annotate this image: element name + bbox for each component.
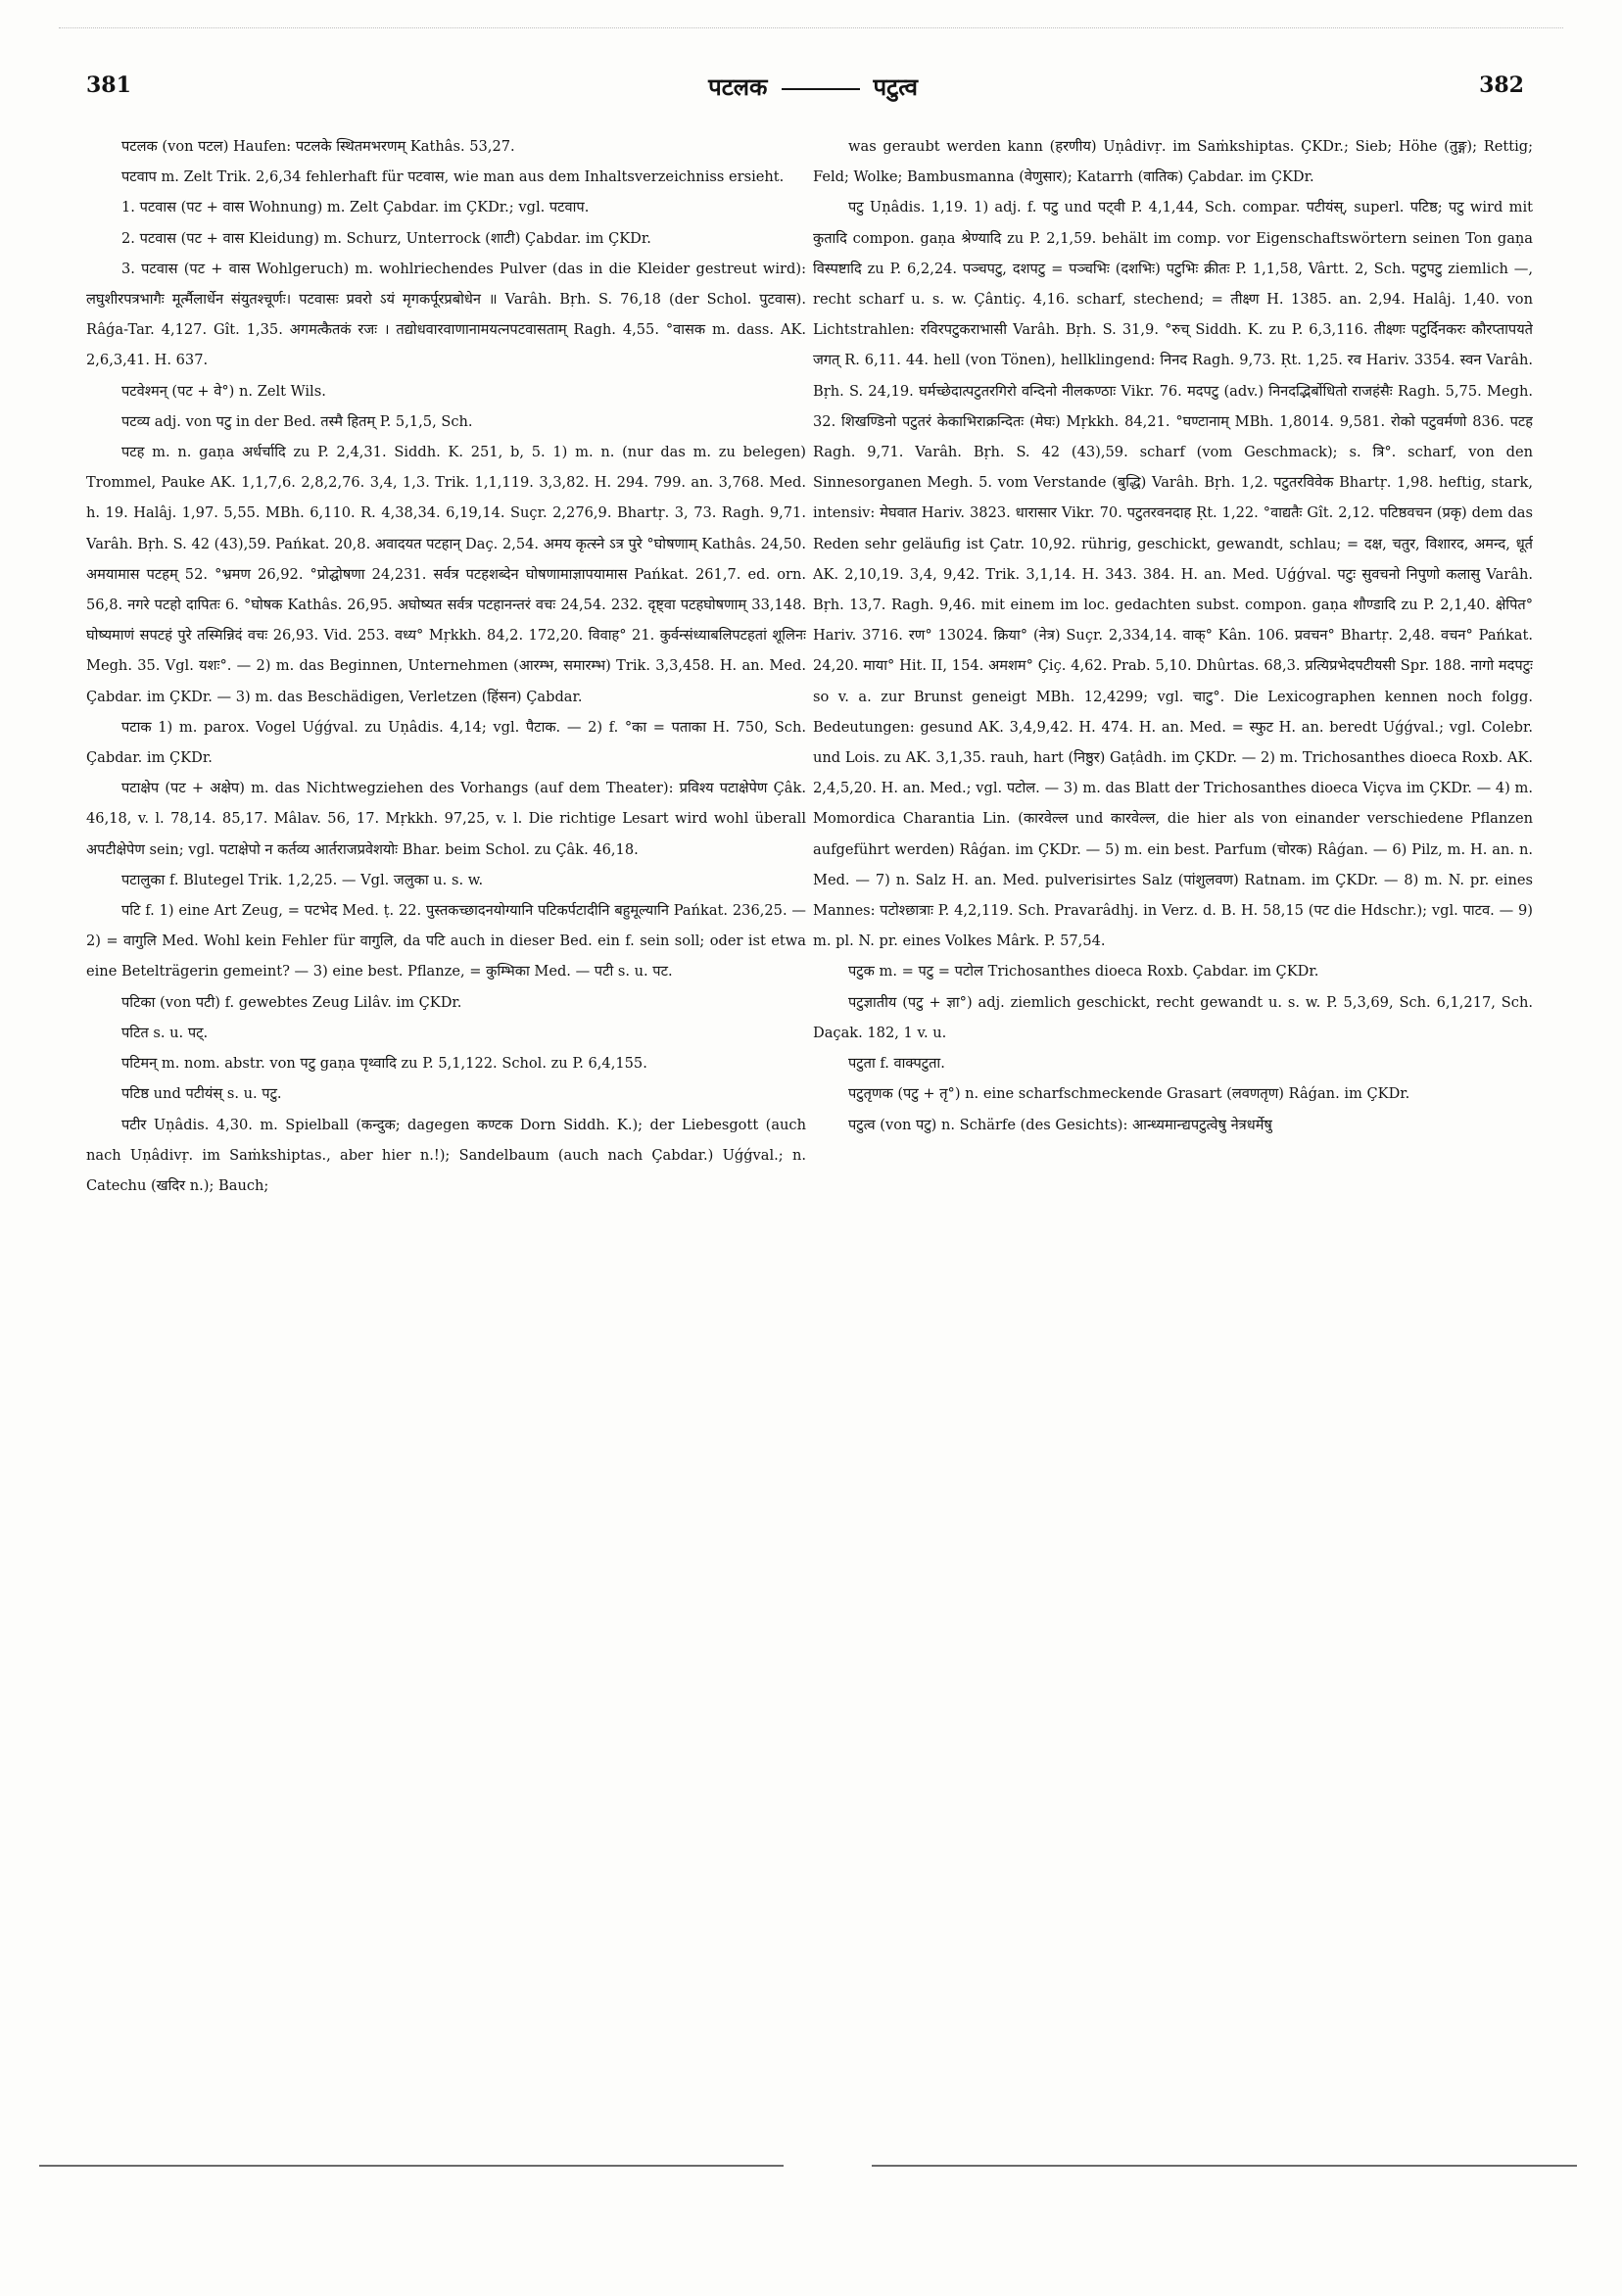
running-head bbox=[588, 71, 1038, 103]
dictionary-entry: पटीर Uṇâdis. 4,30. m. Spielball (कन्दुक; dagegen कण्टक Dorn Siddh. K.); der Liebesgott (auch nach Uṇâdivṛ. im Saṁkshiptas., aber hier n.!); Sandelbaum (auch nach Çabdar.) Uǵǵval.; n. Catechu (खदिर n.); Bauch; bbox=[86, 1116, 806, 1194]
dictionary-entry: पटालुका f. Blutegel Trik. 1,2,25. — Vgl. जलुका u. s. w. bbox=[121, 871, 484, 888]
dictionary-entry: पटिमन् m. nom. abstr. von पटु gaṇa पृथ्वादि zu P. 5,1,122. Schol. zu P. 6,4,155. bbox=[121, 1055, 647, 1073]
dictionary-entry: पटित s. u. पट्. bbox=[121, 1024, 209, 1041]
bottom-rule-right bbox=[872, 2165, 1577, 2167]
dictionary-entry: पटाक्षेप (पट + अक्षेप) m. das Nichtwegziehen des Vorhangs (auf dem Theater): प्रविश्य पटाक्षेपेण Çâk. 46,18, v. l. 78,14. 85,17. Mâlav. 56, 17. Mṛkkh. 97,25, v. l. Die richtige Lesart wird wohl überall अपटीक्षेपेण sein; vgl. पटाक्षेपो न कर्तव्य आर्तराजप्रवेशयोः Bhar. beim Schol. zu Çâk. 46,18. bbox=[86, 780, 806, 858]
dictionary-entry: पटवेश्मन् (पट + वे°) n. Zelt Wils. bbox=[121, 382, 326, 400]
running-head-dash bbox=[782, 88, 860, 90]
dictionary-entry: पटुक m. = पटु = पटोल Trichosanthes dioeca Roxb. Çabdar. im ÇKDr. bbox=[848, 963, 1319, 981]
page-number-left: 381 bbox=[86, 72, 131, 98]
dictionary-entry: पटुता f. वाक्पटुता. bbox=[848, 1055, 945, 1073]
dictionary-entry: पटुतृणक (पटु + तृ°) n. eine scharfschmeckende Grasart (लवणतृण) Râǵan. im ÇKDr. bbox=[848, 1085, 1410, 1103]
dictionary-entry: पटाक 1) m. parox. Vogel Uǵǵval. zu Uṇâdis. 4,14; vgl. पैटाक. — 2) f. °का = पताका H. 750, Sch. Çabdar. im ÇKDr. bbox=[86, 718, 806, 767]
running-head-end: पटुत्व bbox=[873, 72, 918, 101]
dictionary-entry: 3. पटवास (पट + वास Wohlgeruch) m. wohlriechendes Pulver (das in die Kleider gestreut wird): लघुशीरपत्रभागैः मूर्त्मैलार्धेन संयुतश्चूर्णः। पटवासः प्रवरो ऽयं मृगकर्पूरप्रबोधेन ॥ Varâh. Bṛh. S. 76,18 (der Schol. पुटवास). Râǵa-Tar. 4,127. Gît. 1,35. अगमत्कैतकं रजः । तद्योधवारवाणानामयत्नपटवासताम् Ragh. 4,55. °वासक m. dass. AK. 2,6,3,41. H. 637. bbox=[86, 260, 806, 369]
dictionary-entry: पटुज्ञातीय (पटु + ज्ञा°) adj. ziemlich geschickt, recht gewandt u. s. w. P. 5,3,69, Sch. 6,1,217, Sch. Daçak. 182, 1 v. u. bbox=[813, 993, 1533, 1041]
dictionary-entry: पटवाप m. Zelt Trik. 2,6,34 fehlerhaft für पटवास, wie man aus dem Inhaltsverzeichniss ersieht. bbox=[121, 168, 785, 186]
dictionary-entry: was geraubt werden kann (हरणीय) Uṇâdivṛ. im Saṁkshiptas. ÇKDr.; Sieb; Höhe (तुङ्ग); Rettig; Feld; Wolke; Bambusmanna (वेणुसार); Katarrh (वातिक) Çabdar. im ÇKDr. bbox=[813, 138, 1533, 186]
dictionary-entry: पटह m. n. gaṇa अर्धर्चादि zu P. 2,4,31. Siddh. K. 251, b, 5. 1) m. n. (nur das m. zu belegen) Trommel, Pauke AK. 1,1,7,6. 2,8,2,76. 3,4, 1,3. Trik. 1,1,119. 3,3,82. H. 294. 799. an. 3,768. Med. h. 19. Halâj. 1,97. 5,55. MBh. 6,110. R. 4,38,34. 6,19,14. Suçr. 2,276,9. Bhartṛ. 3, 73. Ragh. 9,71. Varâh. Bṛh. S. 42 (43),59. Pańkat. 20,8. अवादयत पटहान् Daç. 2,54. अमय कृत्स्ने ऽत्र पुरे °घोषणाम् Kathâs. 24,50. अमयामास पटहम् 52. °भ्रमण 26,92. °प्रोद्घोषणा 24,231. सर्वत्र पटहशब्देन घोषणामाज्ञापयामास Pańkat. 261,7. ed. orn. 56,8. नगरे पटहो दापितः 6. °घोषक Kathâs. 26,95. अघोष्यत सर्वत्र पटहानन्तरं वचः 24,54. 232. दृष्ट्वा पटहघोषणाम् 33,148. घोष्यमाणं सपटहं पुरे तस्मिन्निदं वचः 26,93. Vid. 253. वध्य° Mṛkkh. 84,2. 172,20. विवाह° 21. कुर्वन्संध्याबलिपटहतां शूलिनः Megh. 35. Vgl. यशः°. — 2) m. das Beginnen, Unternehmen (आरम्भ, समारम्भ) Trik. 3,3,458. H. an. Med. Çabdar. im ÇKDr. — 3) m. das Beschädigen, Verletzen (हिंसन) Çabdar. bbox=[86, 444, 806, 705]
dictionary-entry: पटिष्ठ und पटीयंस् s. u. पटु. bbox=[121, 1085, 282, 1103]
bottom-rule-left bbox=[39, 2165, 784, 2167]
page-number-right: 382 bbox=[1479, 72, 1524, 98]
dictionary-entry: 1. पटवास (पट + वास Wohnung) m. Zelt Çabdar. im ÇKDr.; vgl. पटवाप. bbox=[121, 199, 590, 216]
top-edge-rule bbox=[59, 27, 1563, 30]
dictionary-entry: 2. पटवास (पट + वास Kleidung) m. Schurz, Unterrock (शाटी) Çabdar. im ÇKDr. bbox=[121, 229, 651, 247]
right-column bbox=[813, 131, 1533, 1973]
dictionary-entry: पटि f. 1) eine Art Zeug, = पटभेद Med. ṭ. 22. पुस्तकच्छादनयोग्यानि पटिकर्पटादीनि बहुमूल्यानि Pańkat. 236,25. — 2) = वागुलि Med. Wohl kein Fehler für वागुलि, da पटि auch in dieser Bed. ein f. sein soll; oder ist etwa eine Betelträgerin gemeint? — 3) eine best. Pflanze, = कुम्भिका Med. — पटी s. u. पट. bbox=[86, 902, 806, 981]
dictionary-entry: पटिका (von पटी) f. gewebtes Zeug Lilâv. im ÇKDr. bbox=[121, 993, 462, 1011]
running-head-start: पटलक bbox=[708, 72, 768, 101]
left-column bbox=[86, 131, 806, 1973]
dictionary-entry: पटुत्व (von पटु) n. Schärfe (des Gesichts): आन्ध्यमान्द्यपटुत्वेषु नेत्रधर्मेषु bbox=[848, 1116, 1272, 1133]
dictionary-entry: पटव्य adj. von पटु in der Bed. तस्मै हितम् P. 5,1,5, Sch. bbox=[121, 412, 473, 430]
dictionary-entry: पटु Uṇâdis. 1,19. 1) adj. f. पटु und पट्वी P. 4,1,44, Sch. compar. पटीयंस्, superl. पटिष्ठ; पटु wird mit कुतादि compon. gaṇa श्रेण्यादि zu P. 2,1,59. behält im comp. vor Eigenschaftswörtern seinen Ton gaṇa विस्पष्टादि zu P. 6,2,24. पञ्चपटु, दशपटु = पञ्चभिः (दशभिः) पटुभिः क्रीतः P. 1,1,58, Vârtt. 2, Sch. पटुपटु ziemlich —, recht scharf u. s. w. Çântiç. 4,16. scharf, stechend; = तीक्ष्ण H. 1385. an. 2,94. Halâj. 1,40. von Lichtstrahlen: रविरपटुकराभासी Varâh. Bṛh. S. 31,9. °रुच् Siddh. K. zu P. 6,3,116. तीक्ष्णः पटुर्दिनकरः कौरप्तापयते जगत् R. 6,11. 44. hell (von Tönen), hellklingend: निनद Ragh. 9,73. Ṛt. 1,25. रव Hariv. 3354. स्वन Varâh. Bṛh. S. 24,19. घर्मच्छेदात्पटुतरगिरो वन्दिनो नीलकण्ठाः Vikr. 76. मदपटु (adv.) निनदद्भिर्बोधितो राजहंसैः Ragh. 5,75. Megh. 32. शिखण्डिनो पटुतरं केकाभिराक्रन्दितः (मेघः) Mṛkkh. 84,21. °घण्टानाम् MBh. 1,8014. 9,581. रोको पटुवर्मणो 836. पटह Ragh. 9,71. Varâh. Bṛh. S. 42 (43),59. scharf (vom Geschmack); s. त्रि°. scharf, von den Sinnesorganen Megh. 5. vom Verstande (बुद्धि) Varâh. Bṛh. 1,2. पटुतरविवेक Bhartṛ. 1,98. heftig, stark, intensiv: मेघवात Hariv. 3823. धारासार Vikr. 70. पटुतरवनदाह Ṛt. 1,22. °वाद्यतैः Gît. 2,12. पटिष्ठवचन (प्रकृ) dem das Reden sehr geläufig ist Çatr. 10,92. rührig, geschickt, gewandt, schlau; = दक्ष, चतुर, विशारद, अमन्द, धूर्त AK. 2,10,19. 3,4, 9,42. Trik. 3,1,14. H. 343. 384. H. an. Med. Uǵǵval. पटुः सुवचनो निपुणो कलासु Varâh. Bṛh. 13,7. Ragh. 9,46. mit einem im loc. gedachten subst. compon. gaṇa शौण्डादि zu P. 2,1,40. क्षेपित° Hariv. 3716. रण° 13024. क्रिया° (नेत्र) Suçr. 2,334,14. वाक्° Kân. 106. प्रवचन° Bhartṛ. 2,48. वचन° Pańkat. 24,20. माया° Hit. II, 154. अमशम° Çiç. 4,62. Prab. 5,10. Dhûrtas. 68,3. प्रत्यिप्रभेदपटीयसी Spr. 188. नागो मदपटुः so v. a. zur Brunst geneigt MBh. 12,4299; vgl. चाटु°. Die Lexicographen kennen noch folgg. Bedeutungen: gesund AK. 3,4,9,42. H. 474. H. an. Med. = स्फुट H. an. beredt Uǵǵval.; vgl. Colebr. und Lois. zu AK. 3,1,35. rauh, hart (निष्ठुर) Gaṭâdh. im ÇKDr. — 2) m. Trichosanthes dioeca Roxb. AK. 2,4,5,20. H. an. Med.; vgl. पटोल. — 3) m. das Blatt der Trichosanthes dioeca Viçva im ÇKDr. — 4) m. Momordica Charantia Lin. (कारवेल्ल und कारवेल्ल, die hier als von einander verschiedene Pflanzen aufgeführt werden) Râǵan. im ÇKDr. — 5) m. ein best. Parfum (चोरक) Râǵan. — 6) Pilz, m. H. an. n. Med. — 7) n. Salz H. an. Med. pulverisirtes Salz (पांशुलवण) Ratnam. im ÇKDr. — 8) m. N. pr. eines Mannes: पटोश्छात्राः P. 4,2,119. Sch. Pravarâdhj. in Verz. d. B. H. 58,15 (पट die Hdschr.); vgl. पाटव. — 9) m. pl. N. pr. eines Volkes Mârk. P. 57,54. bbox=[813, 199, 1533, 950]
dictionary-entry: पटलक (von पटल) Haufen: पटलके स्थितमभरणम् Kathâs. 53,27. bbox=[121, 138, 515, 155]
